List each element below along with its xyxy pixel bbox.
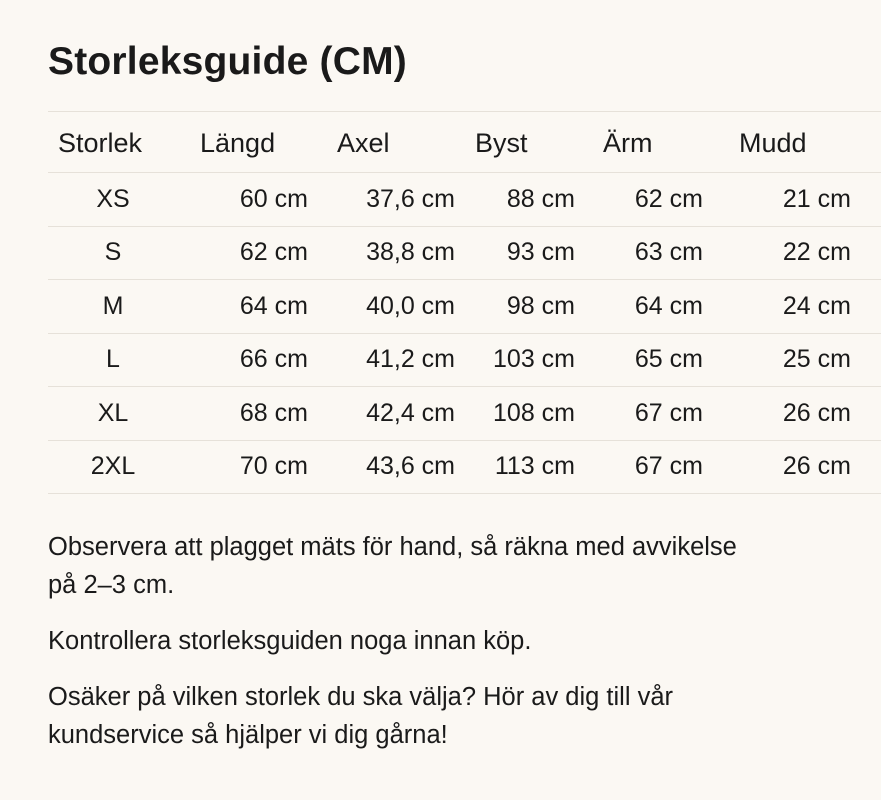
cell-arm: 67 cm: [579, 387, 707, 441]
cell-length: 68 cm: [178, 387, 312, 441]
table-header-row: [48, 112, 881, 173]
header-mudd: Mudd: [707, 112, 881, 173]
cell-size: L: [48, 333, 178, 387]
cell-mudd: 21 cm: [707, 173, 881, 227]
header-storlek: Storlek: [48, 112, 178, 173]
table-row: [48, 226, 881, 280]
notes-section: [48, 528, 760, 772]
cell-length: 70 cm: [178, 440, 312, 494]
header-axel: Axel: [312, 112, 459, 173]
cell-byst: 93 cm: [459, 226, 579, 280]
cell-length: 66 cm: [178, 333, 312, 387]
cell-byst: 88 cm: [459, 173, 579, 227]
cell-axel: 38,8 cm: [312, 226, 459, 280]
table-row: [48, 387, 881, 441]
cell-mudd: 26 cm: [707, 440, 881, 494]
table-row: [48, 173, 881, 227]
cell-axel: 41,2 cm: [312, 333, 459, 387]
table-row: [48, 280, 881, 334]
cell-mudd: 25 cm: [707, 333, 881, 387]
cell-byst: 108 cm: [459, 387, 579, 441]
cell-length: 64 cm: [178, 280, 312, 334]
cell-arm: 67 cm: [579, 440, 707, 494]
cell-size: M: [48, 280, 178, 334]
table-row: [48, 440, 881, 494]
note-check-guide: Kontrollera storleksguiden noga innan köp.: [48, 627, 532, 655]
cell-size: XS: [48, 173, 178, 227]
cell-arm: 64 cm: [579, 280, 707, 334]
cell-arm: 63 cm: [579, 226, 707, 280]
note-customer-service: Osäker på vilken storlek du ska välja? Hör av dig till vår kundservice så hjälper vi dig gårna!: [48, 683, 674, 749]
table-row: [48, 333, 881, 387]
cell-size: S: [48, 226, 178, 280]
cell-axel: 40,0 cm: [312, 280, 459, 334]
cell-arm: 62 cm: [579, 173, 707, 227]
header-langd: Längd: [178, 112, 312, 173]
note-measurement: Observera att plagget mäts för hand, så räkna med avvikelse på 2–3 cm.: [48, 533, 737, 599]
cell-size: 2XL: [48, 440, 178, 494]
header-arm: Ärm: [579, 112, 707, 173]
cell-size: XL: [48, 387, 178, 441]
cell-byst: 103 cm: [459, 333, 579, 387]
size-table: [48, 111, 881, 494]
cell-axel: 43,6 cm: [312, 440, 459, 494]
header-byst: Byst: [459, 112, 579, 173]
cell-axel: 37,6 cm: [312, 173, 459, 227]
cell-byst: 98 cm: [459, 280, 579, 334]
cell-mudd: 24 cm: [707, 280, 881, 334]
cell-arm: 65 cm: [579, 333, 707, 387]
cell-length: 62 cm: [178, 226, 312, 280]
page-title: Storleksguide (CM): [48, 40, 407, 83]
cell-mudd: 22 cm: [707, 226, 881, 280]
cell-byst: 113 cm: [459, 440, 579, 494]
cell-mudd: 26 cm: [707, 387, 881, 441]
cell-axel: 42,4 cm: [312, 387, 459, 441]
cell-length: 60 cm: [178, 173, 312, 227]
